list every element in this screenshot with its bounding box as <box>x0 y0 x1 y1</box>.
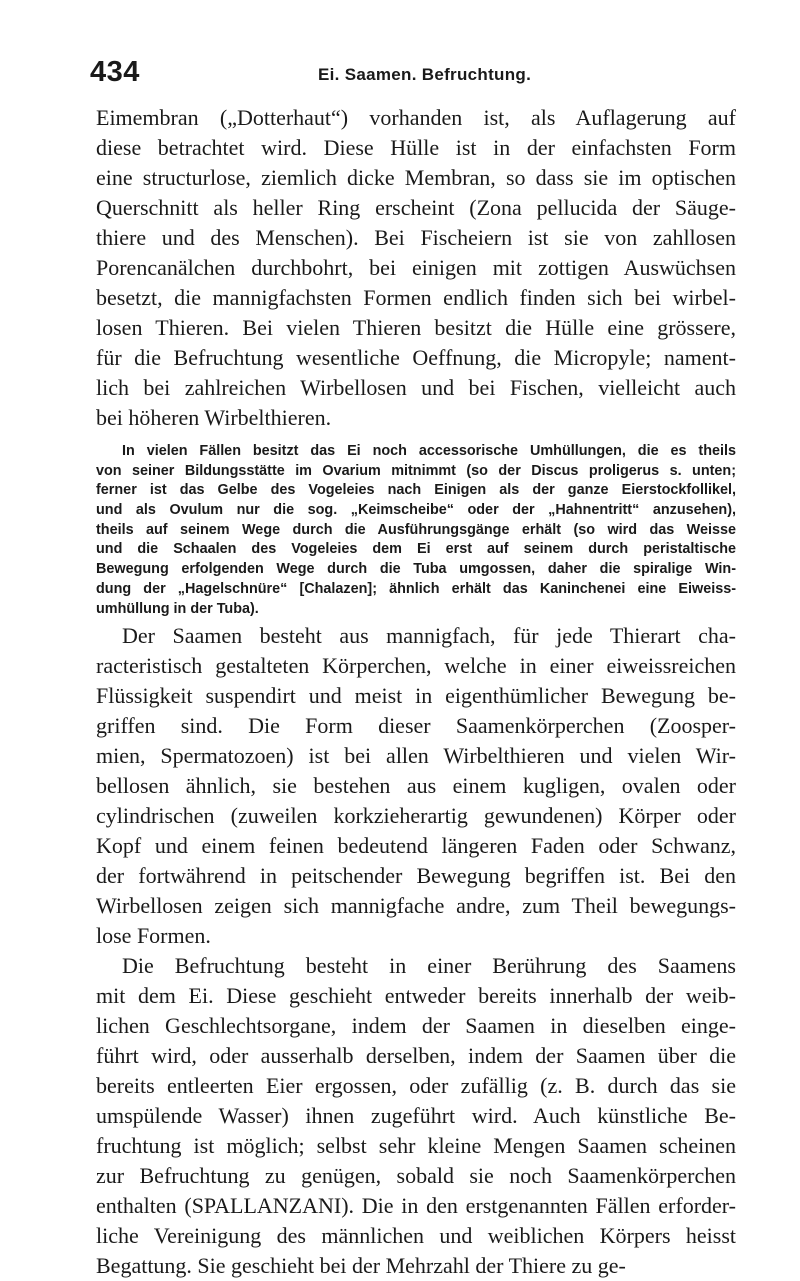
note-line: von seiner Bildungsstätte im Ovarium mitnimmt (so der Discus proligerus s. unten; <box>96 462 736 479</box>
text-line: mien, Spermatozoen) ist bei allen Wirbelthieren und vielen Wir- <box>96 743 736 769</box>
note-accessory-envelopes <box>96 433 736 621</box>
note-line: umhüllung in der Tuba). <box>96 600 259 617</box>
text-line: eine structurlose, ziemlich dicke Membran, so dass sie im optischen <box>96 165 736 190</box>
text-line: Die Befruchtung besteht in einer Berührung des Saamens <box>122 953 736 979</box>
text-line: umspülende Wasser) ihnen zugeführt wird. Auch künstliche Be- <box>96 1103 736 1129</box>
text-line: Querschnitt als heller Ring erscheint (Zona pellucida der Säuge- <box>96 195 736 220</box>
note-line: theils auf seinem Wege durch die Ausführungsgänge erhält (so wird das Weisse <box>96 521 736 538</box>
text-line: Wirbellosen zeigen sich mannigfache andre, zum Theil bewegungs- <box>96 893 736 919</box>
text-line: enthalten (SPALLANZANI). Die in den erstgenannten Fällen erforder- <box>96 1193 736 1219</box>
page-header <box>90 56 730 96</box>
text-line: bereits entleerten Eier ergossen, oder zufällig (z. B. durch das sie <box>96 1073 736 1099</box>
text-line: der fortwährend in peitschender Bewegung begriffen ist. Bei den <box>96 863 736 889</box>
text-line: bei höheren Wirbelthieren. <box>96 405 332 430</box>
text-line: liche Vereinigung des männlichen und weiblichen Körpers heisst <box>96 1223 736 1249</box>
text-line: bellosen ähnlich, sie bestehen aus einem kugligen, ovalen oder <box>96 773 736 799</box>
text-line: lich bei zahlreichen Wirbellosen und bei Fischen, vielleicht auch <box>96 375 736 400</box>
body-text <box>96 103 736 1281</box>
paragraph-saamen <box>96 621 736 951</box>
text-line: diese betrachtet wird. Diese Hülle ist in der einfachsten Form <box>96 135 736 160</box>
note-line: ferner ist das Gelbe des Vogeleies nach Einigen als der ganze Eierstockfollikel, <box>96 482 736 499</box>
text-line: fruchtung ist möglich; selbst sehr kleine Mengen Saamen scheinen <box>96 1133 736 1159</box>
text-line: losen Thieren. Bei vielen Thieren besitzt die Hülle eine grössere, <box>96 315 736 340</box>
text-line: Eimembran („Dotterhaut“) vorhanden ist, als Auflagerung auf <box>96 105 736 130</box>
text-line: thiere und des Menschen). Bei Fischeiern ist sie von zahllosen <box>96 225 736 250</box>
note-line: In vielen Fällen besitzt das Ei noch accessorische Umhüllungen, die es theils <box>122 443 736 459</box>
note-line: dung der „Hagelschnüre“ [Chalazen]; ähnlich erhält das Kaninchenei eine Eiweiss- <box>96 580 736 597</box>
text-line: mit dem Ei. Diese geschieht entweder bereits innerhalb der weib- <box>96 983 736 1009</box>
text-line: Der Saamen besteht aus mannigfach, für jede Thierart cha- <box>122 623 736 649</box>
text-line: Porencanälchen durchbohrt, bei einigen mit zottigen Auswüchsen <box>96 255 736 280</box>
text-line: lichen Geschlechtsorgane, indem der Saamen in dieselben einge- <box>96 1013 736 1039</box>
running-head: Ei. Saamen. Befruchtung. <box>318 65 532 84</box>
text-line: für die Befruchtung wesentliche Oeffnung, die Micropyle; nament- <box>96 345 736 370</box>
text-line: racteristisch gestalteten Körperchen, welche in einer eiweissreichen <box>96 653 736 679</box>
note-line: und als Ovulum nur die sog. „Keimscheibe“ oder der „Hahnentritt“ anzusehen), <box>96 502 736 519</box>
text-line: griffen sind. Die Form dieser Saamenkörperchen (Zoosper- <box>96 713 736 739</box>
paragraph-befruchtung <box>96 951 736 1281</box>
note-line: und die Schaalen des Vogeleies dem Ei erst auf seinem durch peristaltische <box>96 541 736 558</box>
text-line: Begattung. Sie geschieht bei der Mehrzahl der Thiere zu ge- <box>96 1253 626 1279</box>
paragraph-dotterhaut <box>96 103 736 433</box>
text-line: zur Befruchtung zu genügen, sobald sie noch Saamenkörperchen <box>96 1163 736 1189</box>
note-line: Bewegung erfolgenden Wege durch die Tuba umgossen, daher die spiralige Win- <box>96 561 736 578</box>
text-line: besetzt, die mannigfachsten Formen endlich finden sich bei wirbel- <box>96 285 736 310</box>
text-line: cylindrischen (zuweilen korkzieherartig gewundenen) Körper oder <box>96 803 736 829</box>
text-line: führt wird, oder ausserhalb derselben, indem der Saamen über die <box>96 1043 736 1069</box>
text-line: Flüssigkeit suspendirt und meist in eigenthümlicher Bewegung be- <box>96 683 736 709</box>
text-line: lose Formen. <box>96 923 211 949</box>
text-line: Kopf und einem feinen bedeutend längeren Faden oder Schwanz, <box>96 833 736 859</box>
page-number: 434 <box>90 56 140 88</box>
